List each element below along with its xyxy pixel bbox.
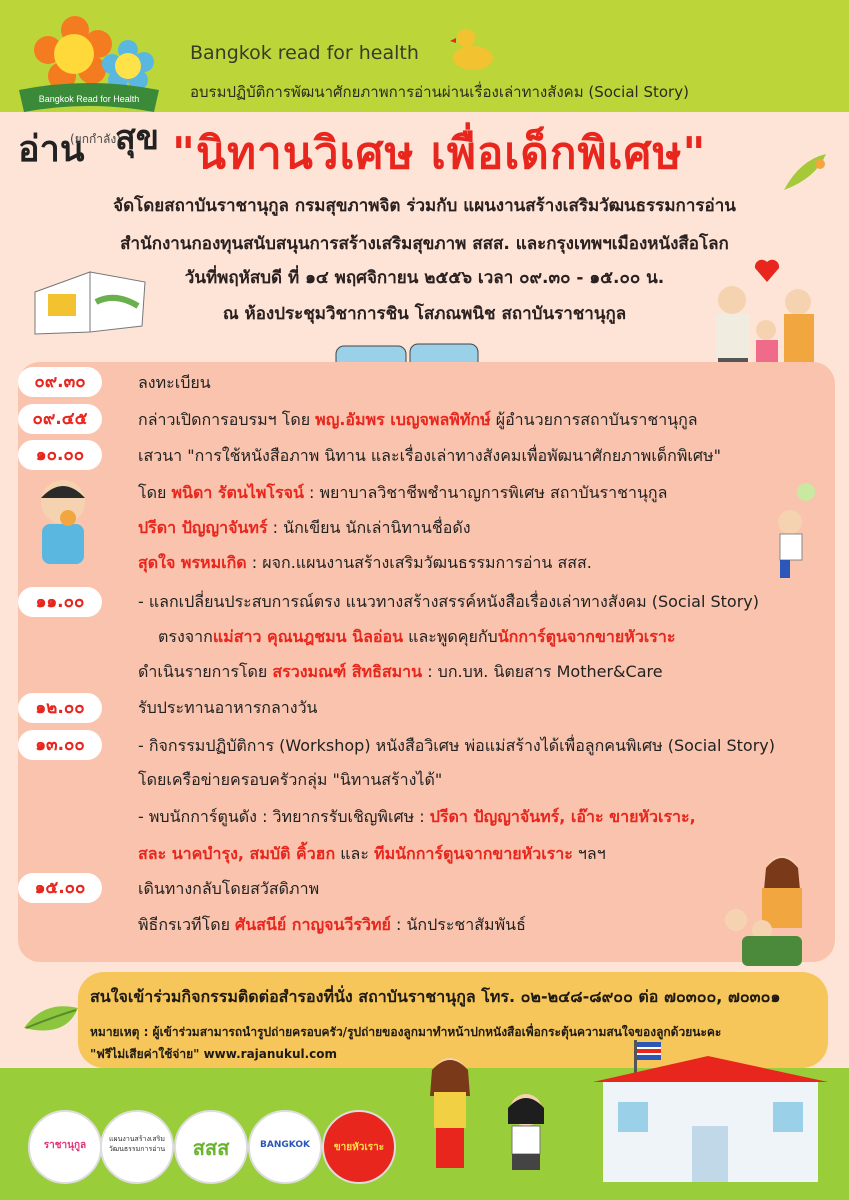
schedule-item: - กิจกรรมปฏิบัติการ (Workshop) หนังสือวิเศษ พ่อแม่สร้างได้เพื่อลูกคนพิเศษ (Social Story) [138, 736, 776, 755]
khaihuaror-logo: ขายหัวเราะ [322, 1110, 396, 1184]
bangkok-logo: BANGKOK [248, 1110, 322, 1184]
time-badge: ๑๐.๐๐ [18, 440, 102, 470]
time-badge: ๑๓.๐๐ [18, 730, 102, 760]
time-badge: ๑๑.๐๐ [18, 587, 102, 617]
open-book-illustration [30, 262, 150, 340]
schedule-item: พิธีกรเวทีโดย ศันสนีย์ กาญจนวีรวิทย์ : นักประชาสัมพันธ์ [138, 915, 526, 934]
organizer-line-4: ณ ห้องประชุมวิชาการชิน โสภณพนิช สถาบันราชานุกูล [222, 304, 627, 324]
school-building-illustration [588, 1036, 833, 1186]
time-badge: ๐๙.๓๐ [18, 367, 102, 397]
header-title-en: Bangkok read for health [190, 42, 419, 64]
contact-info: สนใจเข้าร่วมกิจกรรมติดต่อสำรองที่นั่ง สถาบันราชานุกูล โทร. ๐๒-๒๔๘-๘๙๐๐ ต่อ ๗๐๓๐๐, ๗๐๓๐๑ [90, 987, 781, 1006]
header-subtitle: อบรมปฏิบัติการพัฒนาศักยภาพการอ่านผ่านเรื่องเล่าทางสังคม (Social Story) [190, 83, 689, 101]
schedule-item: รับประทานอาหารกลางวัน [138, 698, 318, 717]
teacher-illustration [420, 1050, 480, 1180]
organizer-line-1: จัดโดยสถาบันราชานุกูล กรมสุขภาพจิต ร่วมกับ แผนงานสร้างเสริมวัฒนธรรมการอ่าน [113, 196, 736, 216]
leaf-icon [780, 150, 830, 196]
logo-banner-text: Bangkok Read for Health [38, 94, 140, 104]
speaker-line: สุดใจ พรหมเกิด : ผจก.แผนงานสร้างเสริมวัฒนธรรมการอ่าน สสส. [138, 553, 592, 572]
logo-text: อ่าน [18, 129, 85, 170]
rajanukul-logo: ราชานุกูล [28, 1110, 102, 1184]
time-badge: ๑๕.๐๐ [18, 873, 102, 903]
time-badge: ๑๒.๐๐ [18, 693, 102, 723]
event-title: "นิทานวิเศษ เพื่อเด็กพิเศษ" [172, 128, 707, 179]
running-kid-illustration [764, 482, 824, 582]
leaf-icon [20, 998, 82, 1044]
free-text: "ฟรีไม่เสียค่าใช้จ่าย" www.rajanukul.com [90, 1047, 338, 1061]
schedule-item: เสวนา "การใช้หนังสือภาพ นิทาน และเรื่องเล่าทางสังคมเพื่อพัฒนาศักยภาพเด็กพิเศษ" [138, 446, 721, 465]
time-badge: ๐๙.๔๕ [18, 404, 102, 434]
logo-sub: (ยกกำลัง) [70, 132, 121, 146]
speaker-line: ปรีดา ปัญญาจันทร์ : นักเขียน นักเล่านิทานชื่อดัง [138, 518, 471, 537]
schedule-item: ตรงจากแม่สาว คุณนฎชมน นิลอ่อน และพูดคุยกับนักการ์ตูนจากขายหัวเราะ [158, 627, 676, 646]
schedule-item: ลงทะเบียน [138, 373, 211, 392]
speaker-line: โดย พนิดา รัตนไพโรจน์ : พยาบาลวิชาชีพชำนาญการพิเศษ สถาบันราชานุกูล [138, 483, 668, 502]
schedule-item: โดยเครือข่ายครอบครัวกลุ่ม "นิทานสร้างได้" [138, 770, 443, 789]
teacher-kids-illustration [722, 850, 822, 970]
schedule-item: - แลกเปลี่ยนประสบการณ์ตรง แนวทางสร้างสรรค์หนังสือเรื่องเล่าทางสังคม (Social Story) [138, 592, 759, 611]
thaihealth-logo: สสส [174, 1110, 248, 1184]
schedule-item: เดินทางกลับโดยสวัสดิภาพ [138, 879, 320, 898]
organizer-line-2: สำนักงานกองทุนสนับสนุนการสร้างเสริมสุขภาพ สสส. และกรุงเทพฯเมืองหนังสือโลก [120, 234, 729, 254]
schedule-item: ดำเนินรายการโดย สรวงมณฑ์ สิทธิสมาน : บก.บห. นิตยสาร Mother&Care [138, 662, 663, 681]
logo-sup: สุข [115, 118, 159, 158]
girl-illustration [496, 1086, 556, 1182]
reading-program-logo: แผนงานสร้างเสริมวัฒนธรรมการอ่าน [100, 1110, 174, 1184]
schedule-item: สละ นาคบำรุง, สมบัติ คิ้วฮก และ ทีมนักการ์ตูนจากขายหัวเราะ ฯลฯ [138, 844, 606, 863]
boy-eating-illustration [28, 474, 98, 566]
note-text: หมายเหตุ : ผู้เข้าร่วมสามารถนำรูปถ่ายครอบครัว/รูปถ่ายของลูกมาทำหน้าปกหนังสือเพื่อกระตุ้นความสนใจของลูกด้วยนะคะ [90, 1025, 722, 1039]
bird-icon [448, 22, 498, 74]
schedule-item: - พบนักการ์ตูนดัง : วิทยากรรับเชิญพิเศษ : ปรีดา ปัญญาจันทร์, เอ๊าะ ขายหัวเราะ, [138, 807, 696, 826]
organizer-line-3: วันที่พฤหัสบดี ที่ ๑๔ พฤศจิกายน ๒๕๕๖ เวลา ๐๙.๓๐ - ๑๕.๐๐ น. [184, 268, 665, 288]
schedule-item: กล่าวเปิดการอบรมฯ โดย พญ.อัมพร เบญจพลพิทักษ์ ผู้อำนวยการสถาบันราชานุกูล [138, 410, 698, 429]
